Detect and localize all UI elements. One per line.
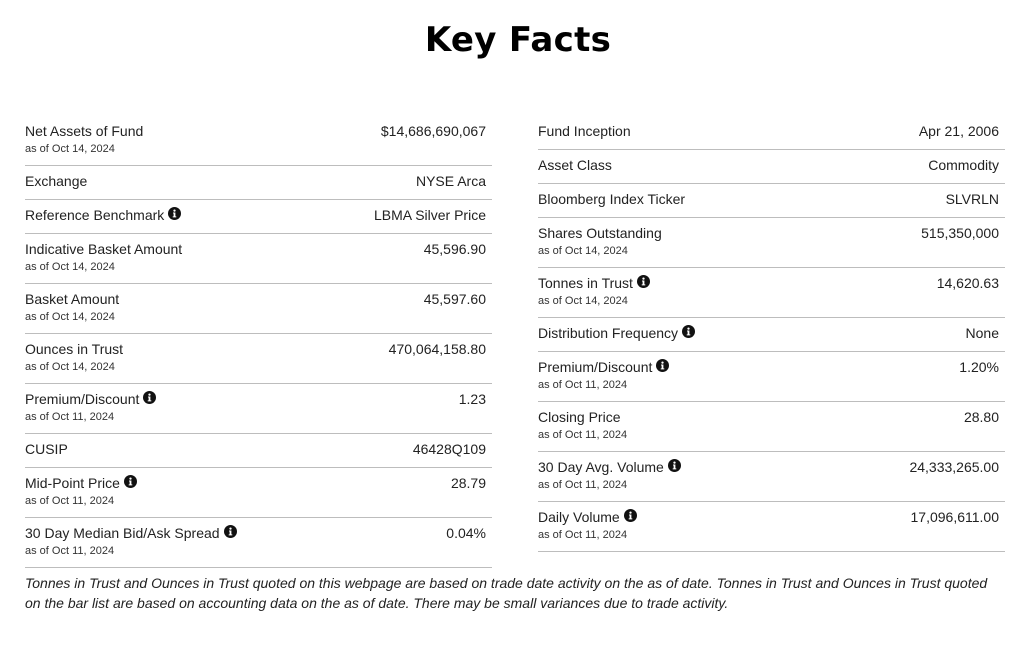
fact-as-of-date: as of Oct 11, 2024: [25, 495, 115, 507]
fact-row-daily-volume: [538, 502, 1005, 552]
fact-row-distribution-frequency: [538, 318, 1005, 352]
fact-label: [25, 524, 237, 542]
fact-row-asset-class: [538, 150, 1005, 184]
fact-value: 14,620.63: [936, 275, 999, 291]
info-icon[interactable]: [682, 325, 695, 338]
fact-label-group: [538, 324, 695, 342]
fact-as-of-date: as of Oct 14, 2024: [25, 143, 115, 155]
fact-as-of-date: as of Oct 14, 2024: [538, 295, 628, 307]
fact-as-of-date: as of Oct 11, 2024: [25, 545, 115, 557]
fact-label-group: [538, 190, 685, 208]
info-icon[interactable]: [624, 509, 637, 522]
fact-row-shares-outstanding: [538, 218, 1005, 268]
fact-row-mid-point-price: [25, 468, 492, 518]
fact-value: 46428Q109: [412, 441, 486, 457]
fact-label: [538, 458, 681, 476]
fact-as-of-date: as of Oct 11, 2024: [25, 411, 115, 423]
fact-label-text: Premium/Discount: [25, 391, 140, 407]
fact-row-bloomberg-index-ticker: [538, 184, 1005, 218]
info-icon[interactable]: [143, 391, 156, 404]
fact-value: 515,350,000: [921, 225, 999, 241]
footnote: Tonnes in Trust and Ounces in Trust quoted on this webpage are based on trade date activity on the as of date. Tonnes in Trust and Ounces in Trust quoted on the bar list are based on accounting data on the as of date. There may be small variances due to trade activity.: [25, 575, 988, 611]
fact-label-text: Distribution Frequency: [538, 325, 679, 341]
fact-label-text: Shares Outstanding: [538, 225, 662, 241]
fact-row-reference-benchmark: [25, 200, 492, 234]
fact-label: [25, 206, 181, 224]
fact-label-group: [25, 240, 182, 274]
fact-label-group: [538, 508, 637, 542]
fact-row-30-day-median-bid-ask-spread: [25, 518, 492, 568]
fact-label: [538, 190, 685, 208]
fact-value: 0.04%: [446, 525, 486, 541]
fact-row-ounces-in-trust: [25, 334, 492, 384]
fact-label-group: [25, 172, 87, 190]
fact-label: [538, 508, 637, 526]
key-facts-left-column: [25, 116, 492, 568]
fact-label: [25, 474, 137, 492]
fact-label-group: [25, 340, 123, 374]
fact-label-text: CUSIP: [25, 441, 68, 457]
fact-row-exchange: [25, 166, 492, 200]
fact-row-premium-discount: [538, 352, 1005, 402]
fact-label-text: Fund Inception: [538, 123, 631, 139]
fact-label: [538, 156, 612, 174]
info-icon[interactable]: [637, 275, 650, 288]
fact-label-group: [25, 524, 237, 558]
fact-label-group: [538, 458, 681, 492]
fact-as-of-date: as of Oct 11, 2024: [538, 529, 628, 541]
fact-label-group: [538, 122, 631, 140]
fact-row-premium-discount: [25, 384, 492, 434]
fact-label-text: Indicative Basket Amount: [25, 241, 183, 257]
fact-value: SLVRLN: [945, 191, 999, 207]
info-icon[interactable]: [224, 525, 237, 538]
fact-label-group: [25, 440, 68, 458]
fact-label-text: Exchange: [25, 173, 88, 189]
fact-label-text: Bloomberg Index Ticker: [538, 191, 686, 207]
fact-label: [25, 340, 123, 358]
fact-label-group: [538, 358, 669, 392]
fact-label-text: Mid-Point Price: [25, 475, 120, 491]
fact-row-closing-price: [538, 402, 1005, 452]
fact-value: 17,096,611.00: [910, 509, 999, 525]
fact-row-net-assets-of-fund: [25, 116, 492, 166]
fact-row-indicative-basket-amount: [25, 234, 492, 284]
fact-label-group: [25, 474, 137, 508]
fact-value: 28.79: [450, 475, 486, 491]
fact-label-text: Closing Price: [538, 409, 621, 425]
fact-as-of-date: as of Oct 14, 2024: [538, 245, 628, 257]
fact-label-text: Asset Class: [538, 157, 612, 173]
fact-label-group: [25, 122, 143, 156]
fact-label-group: [538, 156, 612, 174]
fact-row-tonnes-in-trust: [538, 268, 1005, 318]
fact-label-text: Ounces in Trust: [25, 341, 124, 357]
fact-label-text: Tonnes in Trust: [538, 275, 633, 291]
fact-value: 45,597.60: [423, 291, 486, 307]
fact-label-text: Basket Amount: [25, 291, 120, 307]
fact-as-of-date: as of Oct 11, 2024: [538, 479, 628, 491]
fact-label: [25, 240, 182, 258]
fact-value: 470,064,158.80: [388, 341, 486, 357]
fact-value: LBMA Silver Price: [373, 207, 486, 223]
fact-label-group: [25, 206, 181, 224]
fact-label-group: [25, 290, 119, 324]
fact-label: [538, 224, 662, 242]
fact-as-of-date: as of Oct 14, 2024: [25, 261, 115, 273]
info-icon[interactable]: [124, 475, 137, 488]
fact-label-group: [538, 408, 627, 442]
fact-label-group: [538, 274, 650, 308]
fact-label: [538, 324, 695, 342]
fact-label-text: Net Assets of Fund: [25, 123, 144, 139]
info-icon[interactable]: [656, 359, 669, 372]
fact-label-group: [538, 224, 662, 258]
fact-value: $14,686,690,067: [380, 123, 486, 139]
fact-label-text: 30 Day Median Bid/Ask Spread: [25, 525, 220, 541]
fact-label: [25, 290, 119, 308]
fact-label: [538, 408, 627, 426]
fact-label-text: 30 Day Avg. Volume: [538, 459, 664, 475]
fact-value: Commodity: [928, 157, 999, 173]
fact-label-text: Daily Volume: [538, 509, 620, 525]
fact-label: [25, 390, 156, 408]
fact-value: 24,333,265.00: [909, 459, 999, 475]
fact-label: [25, 440, 68, 458]
fact-label-text: Reference Benchmark: [25, 207, 165, 223]
info-icon[interactable]: [168, 207, 181, 220]
fact-label-text: Premium/Discount: [538, 359, 653, 375]
fact-value: 28.80: [963, 409, 999, 425]
fact-label: [538, 122, 631, 140]
fact-label: [538, 274, 650, 292]
fact-label-group: [25, 390, 156, 424]
fact-value: NYSE Arca: [415, 173, 486, 189]
fact-row-fund-inception: [538, 116, 1005, 150]
info-icon[interactable]: [668, 459, 681, 472]
fact-label: [538, 358, 669, 376]
fact-value: 1.20%: [959, 359, 999, 375]
fact-label: [25, 172, 87, 190]
key-facts-right-column: [538, 116, 1005, 552]
fact-as-of-date: as of Oct 14, 2024: [25, 361, 115, 373]
fact-row-basket-amount: [25, 284, 492, 334]
page-title: Key Facts: [424, 20, 612, 60]
fact-value: None: [965, 325, 999, 341]
fact-as-of-date: as of Oct 14, 2024: [25, 311, 115, 323]
fact-value: Apr 21, 2006: [918, 123, 999, 139]
fact-label: [25, 122, 143, 140]
fact-as-of-date: as of Oct 11, 2024: [538, 379, 628, 391]
fact-value: 45,596.90: [423, 241, 486, 257]
fact-value: 1.23: [458, 391, 486, 407]
fact-row-cusip: [25, 434, 492, 468]
fact-row-30-day-avg-volume: [538, 452, 1005, 502]
fact-as-of-date: as of Oct 11, 2024: [538, 429, 628, 441]
